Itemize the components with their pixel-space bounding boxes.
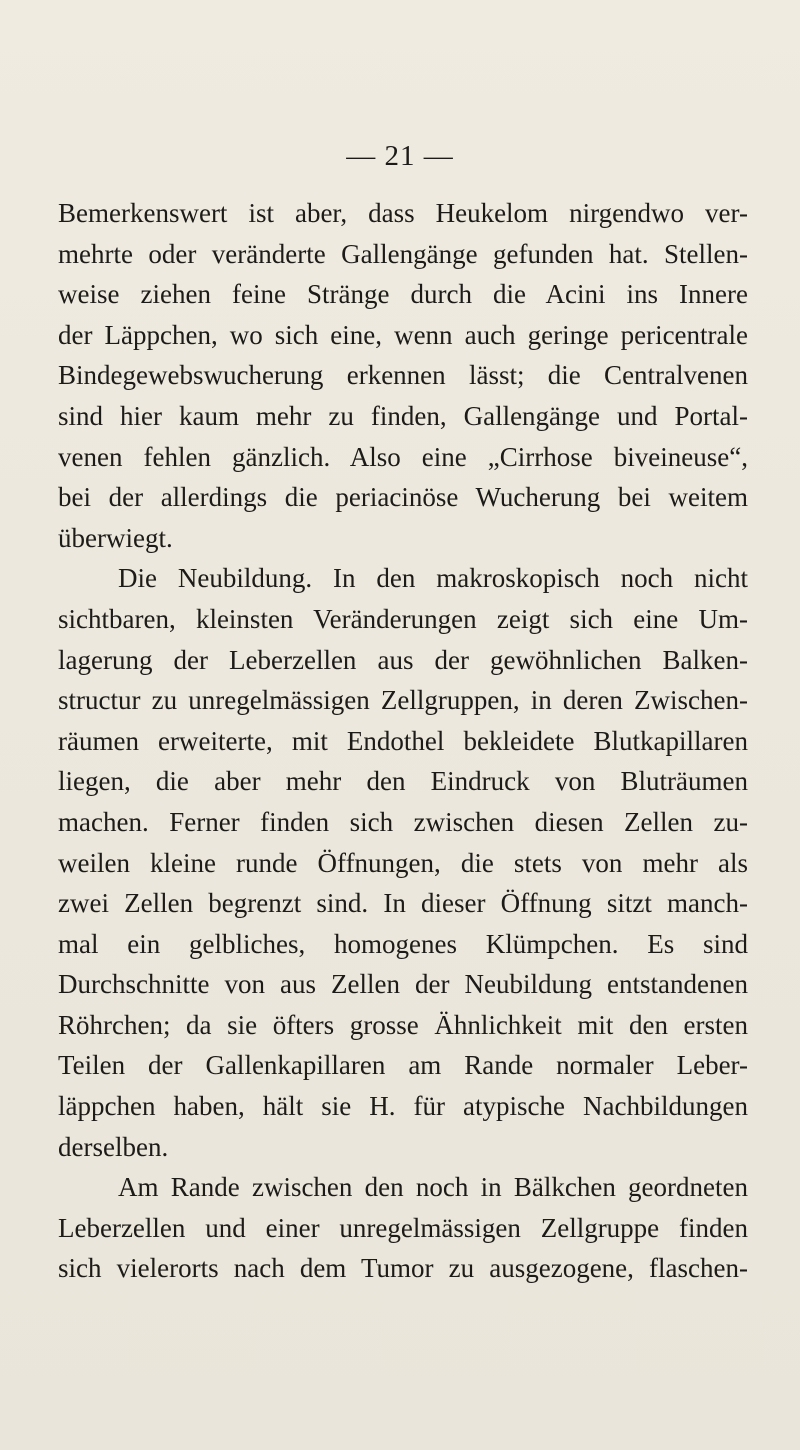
text-line: liegen, die aber mehr den Eindruck von Bluträumen	[58, 766, 748, 797]
text-line: sind hier kaum mehr zu finden, Gallengänge und Portal-	[58, 400, 748, 431]
text-line: derselben.	[58, 1131, 169, 1162]
text-line: sich vielerorts nach dem Tumor zu ausgezogene, flaschen-	[58, 1253, 748, 1284]
text-line: Durchschnitte von aus Zellen der Neubildung entstandenen	[58, 969, 748, 1000]
text-line: weise ziehen feine Stränge durch die Acini ins Innere	[58, 279, 748, 310]
text-line: Bemerkenswert ist aber, dass Heukelom nirgendwo ver-	[58, 198, 748, 228]
text-line: überwiegt.	[58, 522, 173, 553]
text-line: der Läppchen, wo sich eine, wenn auch geringe pericentrale	[58, 319, 748, 350]
text-line: läppchen haben, hält sie H. für atypische Nachbildungen	[58, 1091, 748, 1122]
text-line: räumen erweiterte, mit Endothel bekleidete Blutkapillaren	[58, 725, 748, 756]
text-line: zwei Zellen begrenzt sind. In dieser Öffnung sitzt manch-	[58, 888, 748, 919]
text-line: sichtbaren, kleinsten Veränderungen zeigt sich eine Um-	[58, 603, 748, 634]
text-line: bei der allerdings die periacinöse Wucherung bei weitem	[58, 482, 748, 513]
text-line: machen. Ferner finden sich zwischen diesen Zellen zu-	[58, 806, 748, 837]
text-line: Die Neubildung. In den makroskopisch noch nicht	[118, 563, 748, 594]
text-line: Teilen der Gallenkapillaren am Rande normaler Leber-	[58, 1050, 748, 1081]
text-line: structur zu unregelmässigen Zellgruppen, in deren Zwischen-	[58, 685, 748, 716]
text-line: Leberzellen und einer unregelmässigen Zellgruppe finden	[58, 1212, 748, 1243]
text-line: mal ein gelbliches, homogenes Klümpchen. Es sind	[58, 928, 748, 959]
body-text	[58, 193, 748, 1289]
text-line: Bindegewebswucherung erkennen lässt; die Centralvenen	[58, 360, 748, 391]
text-line: weilen kleine runde Öffnungen, die stets von mehr als	[58, 847, 748, 878]
text-line: venen fehlen gänzlich. Also eine „Cirrhose biveineuse“,	[58, 441, 748, 472]
text-line: lagerung der Leberzellen aus der gewöhnlichen Balken-	[58, 644, 748, 675]
text-line: Am Rande zwischen den noch in Bälkchen geordneten	[118, 1172, 748, 1203]
page-number: — 21 —	[346, 140, 454, 172]
text-line: Röhrchen; da sie öfters grosse Ähnlichkeit mit den ersten	[58, 1009, 748, 1040]
text-line: mehrte oder veränderte Gallengänge gefunden hat. Stellen-	[58, 238, 748, 269]
